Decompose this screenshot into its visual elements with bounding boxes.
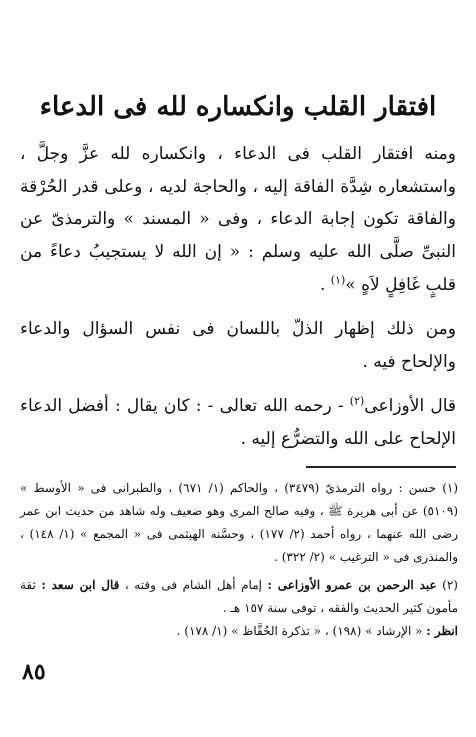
footnote-2-ibn-saad: قال ابن سعد :	[41, 577, 120, 592]
paragraph-1-text: ومنه افتقار القلب فى الدعاء ، وانكساره لله عزَّ وجلَّ ، واستشعاره شِدَّة الفاقة إليه ، والحاجة لديه ، وعلى قدر الحُرْقة والفاقة تكون إجابة الدعاء ، وفى « المسند » والترمذىّ عن النبىِّ صلَّى الله عليه وسلم : « إن الله لا يستجيبُ دعاءً من قلبٍ غَافِلٍ لاَهٍ »	[20, 144, 456, 295]
footnote-2-name: عبد الرحمن بن عمرو الأوزاعى :	[267, 577, 437, 592]
section-title: افتقار القلب وانكساره لله فى الدعاء	[39, 92, 437, 122]
paragraph-2: ومن ذلك إظهار الذلّ باللسان فى نفس السؤال والدعاء والإلحاح فيه .	[20, 319, 456, 372]
paragraph-3	[20, 390, 456, 455]
paragraph-1	[20, 138, 456, 301]
paragraph-3-rest: - رحمه الله تعالى - : كان يقال : أفضل الدعاء الإلحاح على الله والتضرُّع إليه .	[20, 396, 456, 449]
footnote-2-number: (٢)	[442, 577, 458, 592]
paragraph-1-end: .	[319, 274, 331, 295]
footnote-1: (١) حسن : رواه الترمذىّ (٣٤٧٩) ، والحاكم (١/ ٦٧١) ، والطبرانى فى « الأوسط » (٥١٠٩) عن أبى هريرة ﷺ ، وفيه صالح المرى وهو ضعيف وله شاهد من حديث ابن عمر رضى الله عنهما ، رواه أحمد (٢/ ١٧٧) ، وحسَّنه الهيثمى فى « المجمع » (١/ ١٤٨) ، والمنذرى فى « الترغيب » (٢/ ٣٢٢) .	[20, 481, 459, 565]
footnote-2-refs: « الإرشاد » (١٩٨) ، « تذكرة الحُفَّاظ » (١/ ١٧٨) .	[176, 623, 427, 638]
page-number: ٨٥	[22, 659, 46, 685]
footnote-2	[20, 574, 458, 643]
main-text	[20, 138, 456, 456]
footnote-ref-2[interactable]: (٢)	[349, 394, 365, 408]
footnote-ref-1[interactable]: (١)	[330, 272, 346, 286]
footnote-2-see: انظر :	[426, 623, 458, 638]
footnote-2-text-2: ثقة مأمون كثير الحديث والفقه ، توفى سنة ١٥٧ هـ .	[20, 577, 458, 615]
paragraph-3-start: قال الأوزاعى	[364, 396, 456, 417]
footnote-2-text-1: إمام أهل الشام فى وقته ،	[119, 577, 268, 592]
footnote-divider	[306, 466, 456, 468]
footnotes	[20, 477, 458, 643]
